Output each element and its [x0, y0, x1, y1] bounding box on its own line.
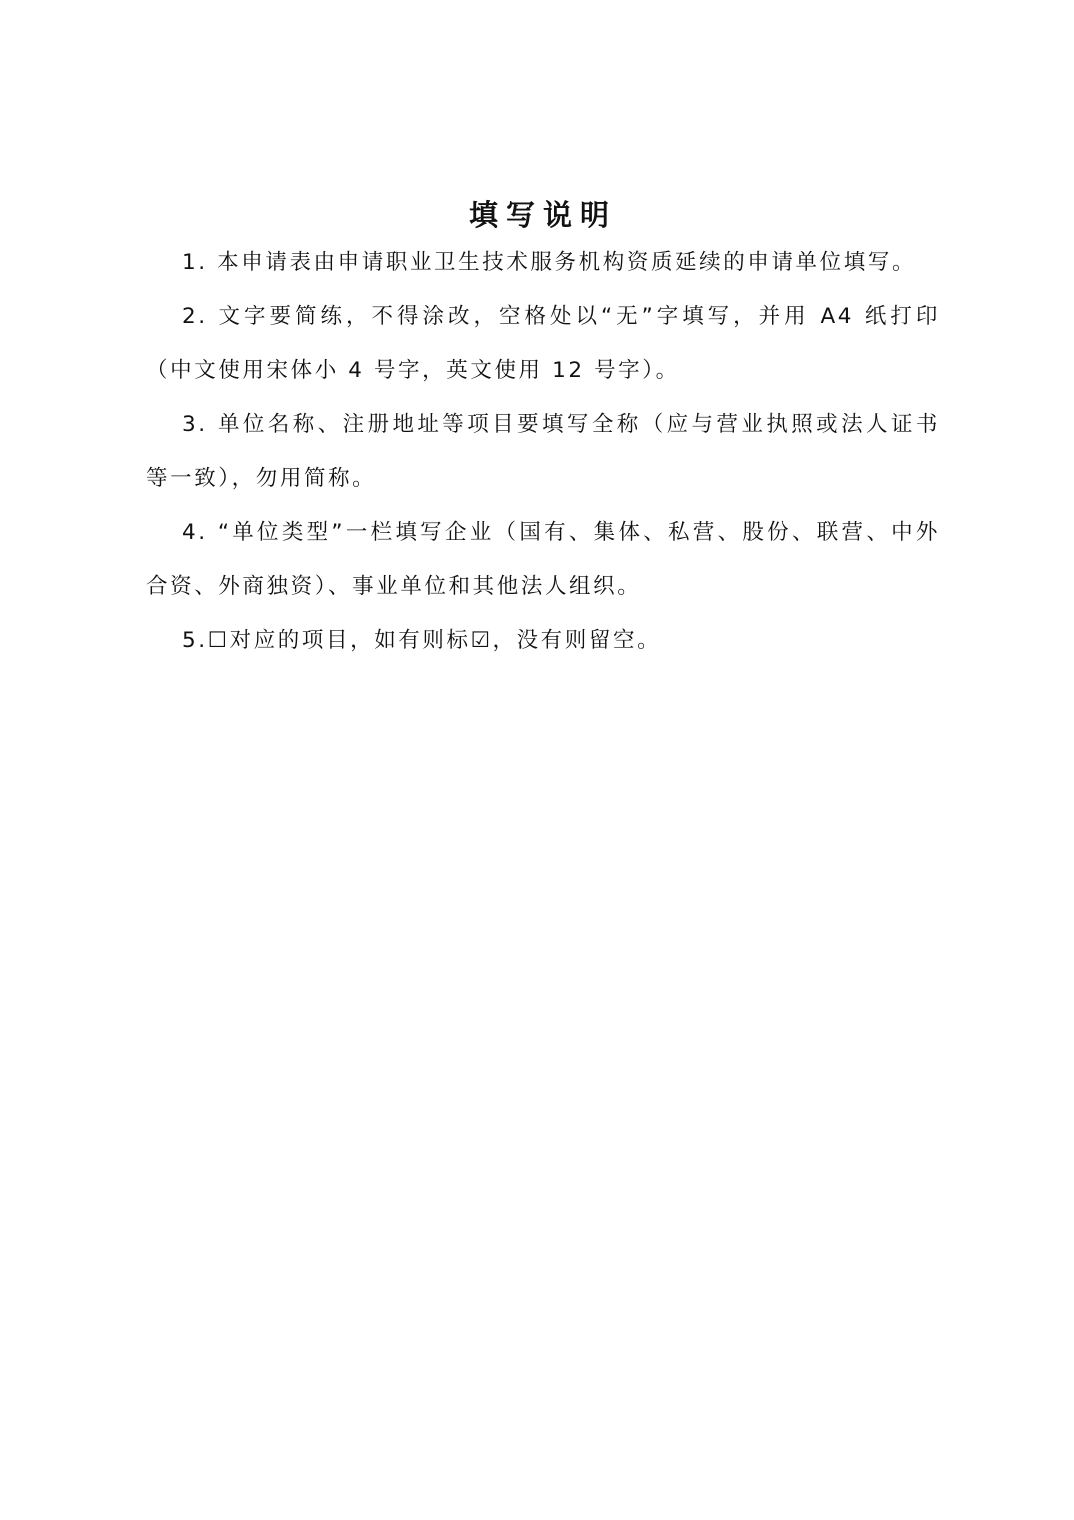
instruction-item-3: 3. 单位名称、注册地址等项目要填写全称（应与营业执照或法人证书等一致），勿用简称。	[146, 412, 940, 491]
instruction-item-2: 2. 文字要简练，不得涂改，空格处以“无”字填写，并用 A4 纸打印（中文使用宋体小 4 号字，英文使用 12 号字）。	[146, 304, 940, 383]
instruction-list	[146, 236, 940, 668]
instruction-item-1: 1. 本申请表由申请职业卫生技术服务机构资质延续的申请单位填写。	[182, 250, 917, 275]
instruction-item-4: 4. “单位类型”一栏填写企业（国有、集体、私营、股份、联营、中外合资、外商独资）、事业单位和其他法人组织。	[146, 520, 940, 599]
instruction-item-5: 5.☐对应的项目，如有则标☑，没有则留空。	[182, 628, 662, 653]
page-title: 填写说明	[468, 198, 617, 232]
